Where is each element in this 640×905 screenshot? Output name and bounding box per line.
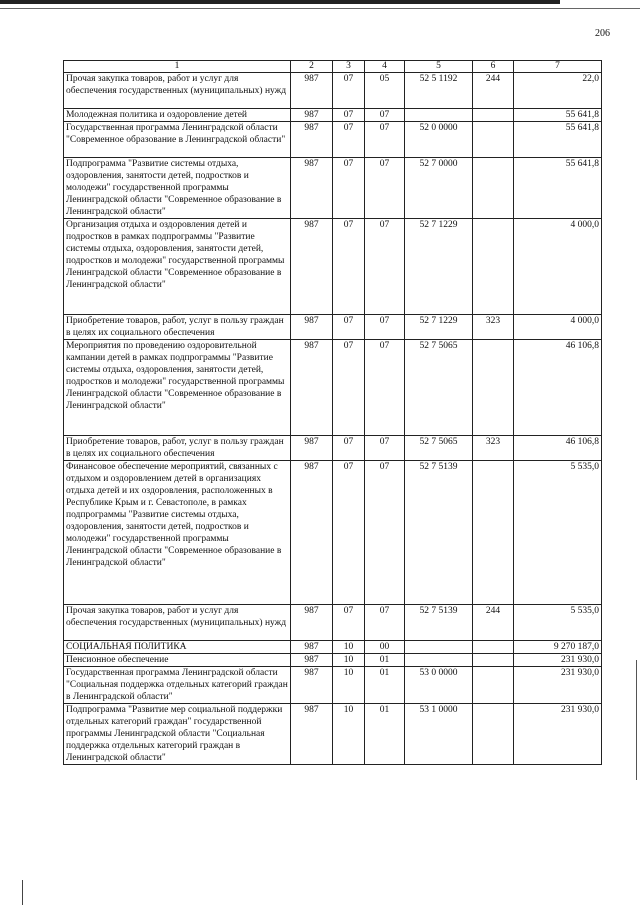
gov-code-cell: 987 [291, 73, 333, 109]
subsection-cell: 07 [365, 315, 405, 340]
section-cell: 10 [333, 667, 365, 704]
section-cell: 10 [333, 641, 365, 654]
header-cell: 1 [64, 61, 291, 73]
section-cell: 07 [333, 605, 365, 641]
section-cell: 10 [333, 704, 365, 765]
header-cell: 6 [473, 61, 514, 73]
header-cell: 4 [365, 61, 405, 73]
gov-code-cell: 987 [291, 340, 333, 436]
expense-type-cell [473, 641, 514, 654]
section-cell: 10 [333, 654, 365, 667]
table-row [64, 667, 602, 704]
header-cell: 7 [514, 61, 602, 73]
expense-type-cell [473, 158, 514, 219]
amount-cell: 231 930,0 [514, 654, 602, 667]
table-row [64, 461, 602, 605]
row-name-cell: Молодежная политика и оздоровление детей [64, 109, 291, 122]
amount-cell: 55 641,8 [514, 122, 602, 158]
row-name-cell: Прочая закупка товаров, работ и услуг для обеспечения государственных (муниципальных) нужд [64, 605, 291, 641]
budget-table [63, 60, 602, 765]
gov-code-cell: 987 [291, 667, 333, 704]
gov-code-cell: 987 [291, 436, 333, 461]
subsection-cell: 07 [365, 122, 405, 158]
row-name-cell: Приобретение товаров, работ, услуг в пользу граждан в целях их социального обеспечения [64, 315, 291, 340]
top-rule-thin [0, 8, 640, 9]
subsection-cell: 07 [365, 219, 405, 315]
target-code-cell [405, 654, 473, 667]
section-cell: 07 [333, 109, 365, 122]
target-code-cell: 52 7 5065 [405, 436, 473, 461]
amount-cell: 22,0 [514, 73, 602, 109]
expense-type-cell: 323 [473, 315, 514, 340]
amount-cell: 46 106,8 [514, 436, 602, 461]
section-cell: 07 [333, 340, 365, 436]
subsection-cell: 05 [365, 73, 405, 109]
table-row [64, 219, 602, 315]
table-row [64, 704, 602, 765]
subsection-cell: 00 [365, 641, 405, 654]
section-cell: 07 [333, 73, 365, 109]
target-code-cell: 53 1 0000 [405, 704, 473, 765]
subsection-cell: 07 [365, 109, 405, 122]
subsection-cell: 07 [365, 461, 405, 605]
target-code-cell: 52 7 1229 [405, 315, 473, 340]
table-row [64, 605, 602, 641]
header-row [64, 61, 602, 73]
table-row [64, 73, 602, 109]
table-row [64, 315, 602, 340]
row-name-cell: Государственная программа Ленинградской области "Современное образование в Ленинградской области" [64, 122, 291, 158]
row-name-cell: Подпрограмма "Развитие мер социальной поддержки отдельных категорий граждан" государственной программы Ленинградской области "Социальная поддержка отдельных категорий граждан в Ленинградской области" [64, 704, 291, 765]
target-code-cell: 52 5 1192 [405, 73, 473, 109]
target-code-cell: 52 7 1229 [405, 219, 473, 315]
section-cell: 07 [333, 158, 365, 219]
header-cell: 3 [333, 61, 365, 73]
row-name-cell: Приобретение товаров, работ, услуг в пользу граждан в целях их социального обеспечения [64, 436, 291, 461]
gov-code-cell: 987 [291, 641, 333, 654]
amount-cell: 4 000,0 [514, 219, 602, 315]
amount-cell: 55 641,8 [514, 109, 602, 122]
subsection-cell: 01 [365, 667, 405, 704]
target-code-cell: 53 0 0000 [405, 667, 473, 704]
header-cell: 2 [291, 61, 333, 73]
gov-code-cell: 987 [291, 654, 333, 667]
gov-code-cell: 987 [291, 158, 333, 219]
target-code-cell: 52 7 5065 [405, 340, 473, 436]
subsection-cell: 07 [365, 436, 405, 461]
expense-type-cell [473, 122, 514, 158]
section-cell: 07 [333, 461, 365, 605]
table-row [64, 122, 602, 158]
expense-type-cell [473, 704, 514, 765]
amount-cell: 55 641,8 [514, 158, 602, 219]
row-name-cell: Организация отдыха и оздоровления детей и подростков в рамках подпрограммы "Развитие системы отдыха, оздоровления, занятости детей, подростков и молодежи" государственной программы Ленинградской области "Современное образование в Ленинградской области" [64, 219, 291, 315]
header-cell: 5 [405, 61, 473, 73]
page-number: 206 [595, 28, 610, 39]
row-name-cell: Прочая закупка товаров, работ и услуг для обеспечения государственных (муниципальных) нужд [64, 73, 291, 109]
table-row [64, 641, 602, 654]
target-code-cell: 52 7 5139 [405, 461, 473, 605]
expense-type-cell [473, 219, 514, 315]
section-cell: 07 [333, 219, 365, 315]
row-name-cell: Подпрограмма "Развитие системы отдыха, оздоровления, занятости детей, подростков и молодежи" государственной программы Ленинградской области "Современное образование в Ленинградской области" [64, 158, 291, 219]
row-name-cell: Пенсионное обеспечение [64, 654, 291, 667]
gov-code-cell: 987 [291, 461, 333, 605]
gov-code-cell: 987 [291, 605, 333, 641]
row-name-cell: Мероприятия по проведению оздоровительной кампании детей в рамках подпрограммы "Развитие системы отдыха, оздоровления, занятости детей, подростков и молодежи" государственной программы Ленинградской области "Современное образование в Ленинградской области" [64, 340, 291, 436]
gov-code-cell: 987 [291, 704, 333, 765]
subsection-cell: 07 [365, 158, 405, 219]
table-row [64, 340, 602, 436]
amount-cell: 5 535,0 [514, 605, 602, 641]
expense-type-cell [473, 340, 514, 436]
table-row [64, 436, 602, 461]
expense-type-cell [473, 654, 514, 667]
table-row [64, 654, 602, 667]
row-name-cell: СОЦИАЛЬНАЯ ПОЛИТИКА [64, 641, 291, 654]
amount-cell: 4 000,0 [514, 315, 602, 340]
subsection-cell: 01 [365, 704, 405, 765]
scan-edge-mark [22, 880, 23, 905]
expense-type-cell [473, 461, 514, 605]
top-rule [0, 0, 560, 4]
section-cell: 07 [333, 122, 365, 158]
target-code-cell: 52 7 5139 [405, 605, 473, 641]
table-row [64, 109, 602, 122]
expense-type-cell: 323 [473, 436, 514, 461]
amount-cell: 231 930,0 [514, 667, 602, 704]
subsection-cell: 01 [365, 654, 405, 667]
gov-code-cell: 987 [291, 109, 333, 122]
gov-code-cell: 987 [291, 122, 333, 158]
target-code-cell [405, 641, 473, 654]
subsection-cell: 07 [365, 605, 405, 641]
scan-edge-mark [636, 660, 637, 780]
gov-code-cell: 987 [291, 219, 333, 315]
expense-type-cell [473, 667, 514, 704]
amount-cell: 46 106,8 [514, 340, 602, 436]
expense-type-cell [473, 109, 514, 122]
subsection-cell: 07 [365, 340, 405, 436]
amount-cell: 9 270 187,0 [514, 641, 602, 654]
row-name-cell: Государственная программа Ленинградской области "Социальная поддержка отдельных категорий граждан в Ленинградской области" [64, 667, 291, 704]
section-cell: 07 [333, 315, 365, 340]
expense-type-cell: 244 [473, 605, 514, 641]
amount-cell: 231 930,0 [514, 704, 602, 765]
gov-code-cell: 987 [291, 315, 333, 340]
target-code-cell: 52 7 0000 [405, 158, 473, 219]
table-row [64, 158, 602, 219]
row-name-cell: Финансовое обеспечение мероприятий, связанных с отдыхом и оздоровлением детей в организациях отдыха детей и их оздоровления, расположенных в Республике Крым и г. Севастополе, в рамках подпрограммы "Развитие системы отдыха, оздоровления, занятости детей, подростков и молодежи" государственной программы Ленинградской области "Современное образование в Ленинградской области" [64, 461, 291, 605]
target-code-cell [405, 109, 473, 122]
target-code-cell: 52 0 0000 [405, 122, 473, 158]
section-cell: 07 [333, 436, 365, 461]
expense-type-cell: 244 [473, 73, 514, 109]
amount-cell: 5 535,0 [514, 461, 602, 605]
